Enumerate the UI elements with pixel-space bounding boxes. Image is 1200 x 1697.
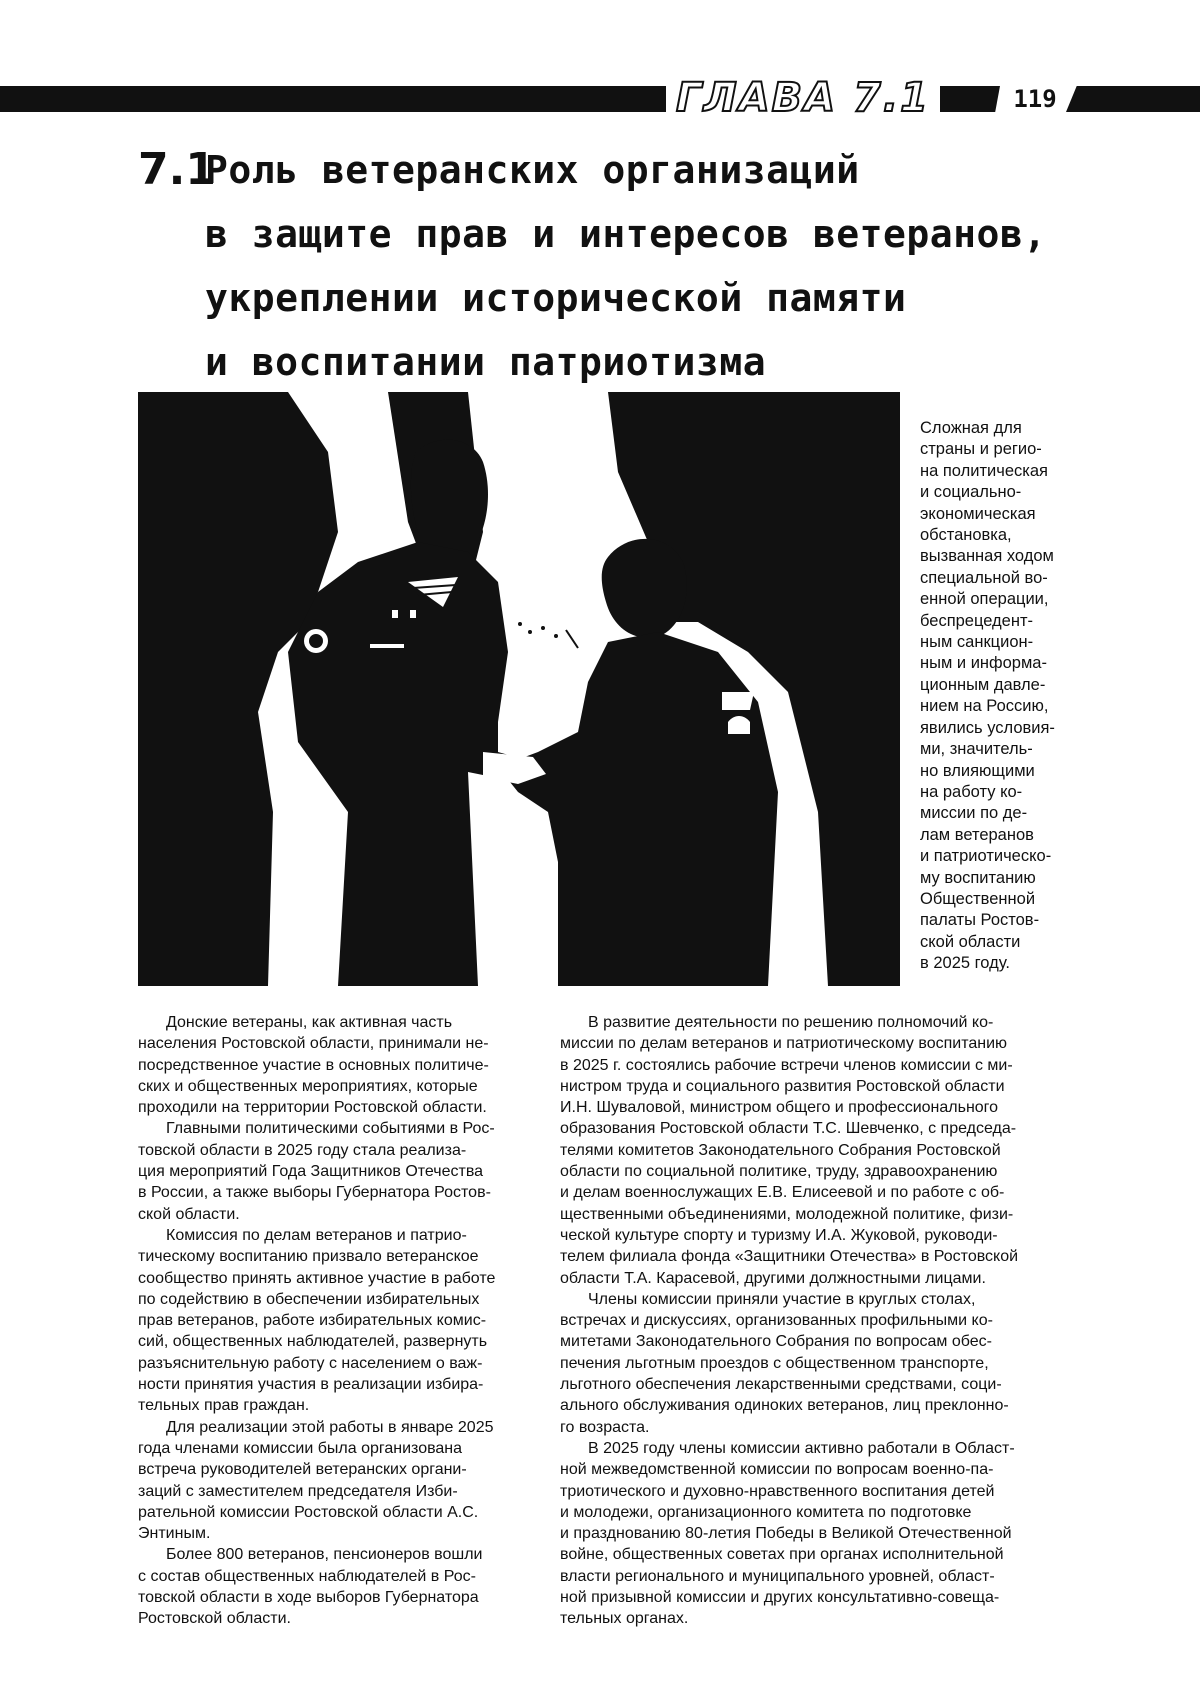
body-text-line: ской области. xyxy=(138,1205,240,1223)
body-text-line: Комиссия по делам ветеранов и патрио- xyxy=(166,1226,467,1244)
body-text-line: посредственное участие в основных политиче- xyxy=(138,1056,489,1074)
body-column-left xyxy=(138,1012,538,1630)
body-text-line: населения Ростовской области, принимали не- xyxy=(138,1035,489,1053)
photo-patch xyxy=(722,692,754,710)
body-text-line: товской области в 2025 году стала реализа- xyxy=(138,1141,467,1159)
caption-line: беспрецедент- xyxy=(920,611,1034,630)
caption-line: страны и регио- xyxy=(920,440,1042,459)
body-text-line: го возраста. xyxy=(560,1418,650,1436)
body-text-line: В 2025 году члены комиссии активно работали в Област- xyxy=(588,1439,1015,1457)
header-bar-right xyxy=(1066,86,1200,112)
body-text-line: встреча руководителей ветеранских органи- xyxy=(138,1461,467,1479)
caption-line: обстановка, xyxy=(920,526,1012,545)
body-text-line: заций с заместителем председателя Изби- xyxy=(138,1482,458,1500)
body-text-line: миссии по делам ветеранов и патриотическому воспитанию xyxy=(560,1035,1008,1053)
body-text-line: ческой культуре спорту и туризму И.А. Жуковой, руководи- xyxy=(560,1226,998,1244)
body-text-line: Энтиным. xyxy=(138,1525,211,1543)
body-text-line: в 2025 г. состоялись рабочие встречи членов комиссии с ми- xyxy=(560,1056,1013,1074)
photo-man-right-body xyxy=(498,632,778,986)
caption-line: нием на Россию, xyxy=(920,697,1049,716)
body-text-line: в России, а также выборы Губернатора Ростов- xyxy=(138,1184,491,1202)
body-text-line: ной призывной комиссии и других консультативно-совеща- xyxy=(560,1589,1000,1607)
body-text-line: проходили на территории Ростовской области. xyxy=(138,1099,487,1117)
body-text-line: ального обслуживания одиноких ветеранов, лиц преклонно- xyxy=(560,1397,1009,1415)
body-text-line: с состав общественных наблюдателей в Рос- xyxy=(138,1567,476,1585)
body-text-line: щественными объединениями, молодежной политике, физи- xyxy=(560,1205,1014,1223)
body-text-line: ной межведомственной комиссии по вопросам военно-па- xyxy=(560,1461,994,1479)
title-line: в защите прав и интересов ветеранов, xyxy=(205,212,1047,256)
body-text-line: и делам военнослужащих Е.В. Елисеевой и по работе с об- xyxy=(560,1184,1005,1202)
caption-line: в 2025 году. xyxy=(920,954,1010,973)
caption-line: ционным давле- xyxy=(920,675,1046,694)
body-text-line: льготного обеспечения лекарственными средствами, соци- xyxy=(560,1376,1002,1394)
body-text-line: ция мероприятий Года Защитников Отечества xyxy=(138,1163,484,1181)
photo-handshake xyxy=(138,392,900,986)
photo-caption xyxy=(920,418,1070,975)
photo-man-right-head xyxy=(602,539,687,638)
header-bar-left xyxy=(0,86,666,112)
caption-line: лам ветеранов xyxy=(920,825,1034,844)
caption-line: ным и информа- xyxy=(920,654,1047,673)
body-text-line: телем филиала фонда «Защитники Отечества» в Ростовской xyxy=(560,1248,1019,1266)
body-text-line: разъяснительную работу с населением о важ- xyxy=(138,1354,483,1372)
caption-line: экономическая xyxy=(920,504,1036,523)
caption-line: вызванная ходом xyxy=(920,547,1054,566)
caption-line: и социально- xyxy=(920,483,1022,502)
body-text-line: В развитие деятельности по решению полномочий ко- xyxy=(588,1014,994,1031)
title-line: Роль ветеранских организаций xyxy=(205,148,860,192)
caption-line: Общественной xyxy=(920,889,1036,908)
body-text-line: власти регионального и муниципального уровней, област- xyxy=(560,1567,995,1585)
caption-line: ской области xyxy=(920,932,1021,951)
body-text-line: Для реализации этой работы в январе 2025 xyxy=(166,1418,494,1436)
caption-line: на работу ко- xyxy=(920,782,1023,801)
body-text-line: войне, общественных советах при органах исполнительной xyxy=(560,1546,1004,1564)
body-text-line: сий, общественных наблюдателей, развернуть xyxy=(138,1333,488,1351)
body-text-line: встречах и дискуссиях, организованных профильными ко- xyxy=(560,1312,993,1330)
caption-line: миссии по де- xyxy=(920,804,1028,823)
body-text-line: Донские ветераны, как активная часть xyxy=(166,1014,453,1031)
section-number: 7.1 xyxy=(138,144,216,195)
body-text-line: года членами комиссии была организована xyxy=(138,1439,463,1457)
caption-line: му воспитанию xyxy=(920,868,1036,887)
title-line: укреплении исторической памяти xyxy=(205,276,907,320)
body-text-line: Главными политическими событиями в Рос- xyxy=(166,1120,495,1138)
body-text-line: и празднованию 80-летия Победы в Великой Отечественной xyxy=(560,1525,1012,1543)
page-number: 119 xyxy=(1013,85,1057,113)
body-text-line: триотического и духовно-нравственного воспитания детей xyxy=(560,1482,995,1500)
body-text-line: образования Ростовской области Т.С. Шевченко, с председа- xyxy=(560,1120,1017,1138)
caption-line: явились условия- xyxy=(920,718,1055,737)
chapter-label: ГЛАВА 7.1 xyxy=(676,75,930,121)
caption-line: но влияющими xyxy=(920,761,1035,780)
body-text-line: по содействию в обеспечении избирательных xyxy=(138,1290,480,1308)
body-text-line: нистром труда и социального развития Ростовской области xyxy=(560,1077,1005,1095)
caption-line: на политическая xyxy=(920,461,1048,480)
body-text-line: прав ветеранов, работе избирательных комис- xyxy=(138,1312,487,1330)
body-text-line: печения льготным проездов с общественном транспорте, xyxy=(560,1354,989,1372)
body-text-line: ских и общественных мероприятиях, которые xyxy=(138,1077,478,1095)
body-text-line: ности принятия участия в реализации избира- xyxy=(138,1376,484,1394)
body-text-line: товской области в ходе выборов Губернатора xyxy=(138,1589,479,1607)
body-text-line: и молодежи, организационного комитета по подготовке xyxy=(560,1503,972,1521)
caption-line: палаты Ростов- xyxy=(920,911,1040,930)
photo-image xyxy=(138,392,900,986)
body-text-line: тическому воспитанию призвало ветеранское xyxy=(138,1248,479,1266)
caption-line: специальной во- xyxy=(920,568,1048,587)
body-text-line: Ростовской области. xyxy=(138,1610,291,1628)
body-text-line: И.Н. Шуваловой, министром общего и профессионального xyxy=(560,1099,999,1117)
body-text-line: области по социальной политике, труду, здравоохранению xyxy=(560,1163,998,1181)
body-text-line: митетами Законодательного Собрания по вопросам обес- xyxy=(560,1333,992,1351)
body-text-line: сообщество принять активное участие в работе xyxy=(138,1269,496,1287)
body-column-right xyxy=(560,1012,1062,1630)
caption-line: и патриотическо- xyxy=(920,847,1052,866)
body-text-line: Более 800 ветеранов, пенсионеров вошли xyxy=(166,1546,483,1564)
caption-line: енной операции, xyxy=(920,590,1049,609)
body-text-line: рательной комиссии Ростовской области А.С. xyxy=(138,1503,479,1521)
body-text-line: тельных органах. xyxy=(560,1610,689,1628)
header-bar-middle xyxy=(940,86,1000,112)
caption-line: Сложная для xyxy=(920,419,1022,437)
caption-line: ным санкцион- xyxy=(920,633,1034,652)
body-text-line: Члены комиссии приняли участие в круглых столах, xyxy=(588,1290,976,1308)
title-line: и воспитании патриотизма xyxy=(205,340,767,384)
body-text-line: телями комитетов Законодательного Собрания Ростовской xyxy=(560,1141,1001,1159)
body-text-line: области Т.А. Карасевой, другими должностными лицами. xyxy=(560,1269,986,1287)
page-title xyxy=(205,138,1105,394)
body-text-line: тельных прав граждан. xyxy=(138,1397,310,1415)
caption-line: ми, значитель- xyxy=(920,740,1033,759)
